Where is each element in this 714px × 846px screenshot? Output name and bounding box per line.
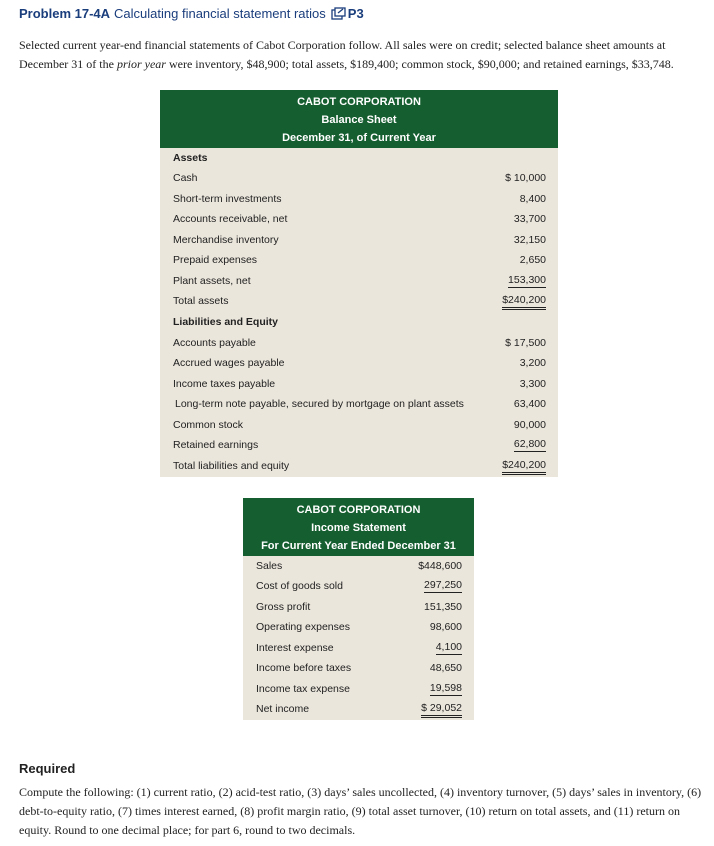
table-row: Operating expenses 98,600: [256, 621, 462, 633]
table-row: Total liabilities and equity $240,200: [160, 458, 558, 474]
table-row: Income tax expense 19,598: [256, 682, 462, 695]
table-row: Merchandise inventory 32,150: [173, 234, 546, 246]
table-row: Total assets $240,200: [160, 293, 558, 309]
table-row: Net income $ 29,052: [243, 701, 474, 717]
problem-number: Problem 17-4A: [19, 6, 111, 21]
problem-title: Calculating financial statement ratios: [114, 6, 326, 21]
balance-sheet-header: [160, 90, 558, 148]
learning-objective-badge: P3: [347, 6, 364, 21]
company-name: CABOT CORPORATION: [296, 504, 421, 516]
table-row: Sales $448,600: [256, 560, 462, 572]
income-statement-header: [243, 498, 474, 556]
problem-intro: Selected current year-end financial statements of Cabot Corporation follow. All sales were on credit; selected balance sheet amounts at December 31 of the prior year were inventory, $48,900; total assets, $189,400; common stock, $90,000; and retained earnings, $33,748.: [19, 38, 674, 71]
table-row: Retained earnings 62,800: [173, 438, 546, 451]
table-row: Accrued wages payable 3,200: [173, 357, 546, 369]
problem-header: [19, 6, 364, 23]
table-row: Income before taxes 48,650: [256, 662, 462, 674]
table-row: Cost of goods sold 297,250: [256, 579, 462, 592]
statement-date: December 31, of Current Year: [282, 132, 436, 144]
statement-name: Income Statement: [311, 522, 406, 534]
required-text: Compute the following: (1) current ratio, (2) acid-test ratio, (3) days’ sales uncollected, (4) inventory turnover, (5) days’ sales in inventory, (6) debt-to-equity ratio, (7) times interest earned, (8) profit margin ratio, (9) total asset turnover, (10) return on total assets, and (11) return on equity. Round to one decimal place; for part 6, round to two decimals.: [19, 785, 702, 837]
assets-heading: Assets: [173, 152, 208, 164]
statement-period: For Current Year Ended December 31: [261, 540, 456, 552]
balance-sheet: [160, 90, 558, 477]
table-row: Cash $ 10,000: [173, 172, 546, 184]
income-statement: [243, 498, 474, 720]
table-row: Plant assets, net 153,300: [173, 274, 546, 287]
statement-name: Balance Sheet: [321, 114, 397, 126]
required-heading: Required: [19, 761, 76, 776]
table-row: Interest expense 4,100: [256, 641, 462, 654]
table-row: Accounts payable $ 17,500: [173, 337, 546, 349]
external-link-icon[interactable]: [331, 7, 346, 23]
table-row: Prepaid expenses 2,650: [173, 254, 546, 266]
table-row: Long-term note payable, secured by mortgage on plant assets 63,400: [175, 398, 546, 410]
table-row: Income taxes payable 3,300: [173, 378, 546, 390]
table-row: Short-term investments 8,400: [173, 193, 546, 205]
table-row: Common stock 90,000: [173, 419, 546, 431]
liabilities-heading: Liabilities and Equity: [173, 316, 279, 328]
company-name: CABOT CORPORATION: [297, 96, 421, 108]
table-row: Gross profit 151,350: [256, 601, 462, 613]
table-row: Accounts receivable, net 33,700: [173, 213, 546, 225]
